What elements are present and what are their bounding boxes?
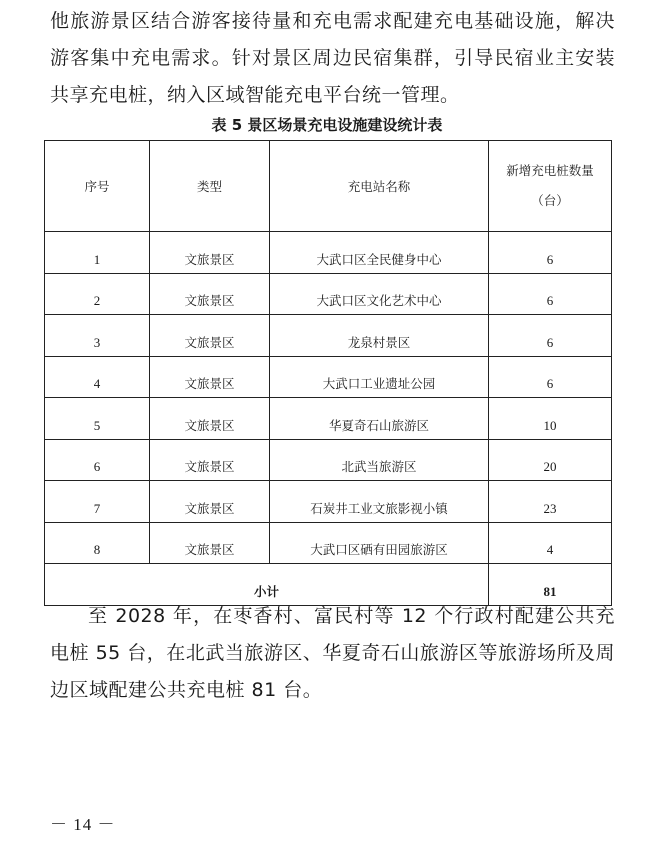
cell-type: 文旅景区 — [150, 439, 270, 481]
cell-type: 文旅景区 — [150, 522, 270, 564]
header-qty-line2: （台） — [531, 193, 569, 208]
closing-paragraph: 至 2028 年，在枣香村、富民村等 12 个行政村配建公共充电桩 55 台，在北武当旅游区、华夏奇石山旅游区等旅游场所及周边区域配建公共充电桩 81 台。 — [50, 605, 615, 701]
table-row — [45, 315, 612, 357]
cell-station: 大武口区文化艺术中心 — [270, 273, 489, 315]
cell-station: 华夏奇石山旅游区 — [270, 398, 489, 440]
table-row — [45, 273, 612, 315]
table-row — [45, 522, 612, 564]
cell-type: 文旅景区 — [150, 232, 270, 274]
cell-seq: 5 — [45, 398, 150, 440]
cell-qty: 10 — [489, 398, 612, 440]
cell-station: 大武口区硒有田园旅游区 — [270, 522, 489, 564]
cell-station: 龙泉村景区 — [270, 315, 489, 357]
table-row — [45, 232, 612, 274]
cell-type: 文旅景区 — [150, 356, 270, 398]
intro-paragraph: 他旅游景区结合游客接待量和充电需求配建充电基础设施，解决游客集中充电需求。针对景区周边民宿集群，引导民宿业主安装共享充电桩，纳入区域智能充电平台统一管理。 — [50, 10, 615, 106]
cell-qty: 20 — [489, 439, 612, 481]
cell-station: 北武当旅游区 — [270, 439, 489, 481]
cell-type: 文旅景区 — [150, 398, 270, 440]
subtotal-label: 小计 — [45, 564, 489, 606]
cell-qty: 6 — [489, 273, 612, 315]
header-station: 充电站名称 — [270, 141, 489, 232]
cell-type: 文旅景区 — [150, 481, 270, 523]
cell-qty: 6 — [489, 356, 612, 398]
cell-station: 大武口区全民健身中心 — [270, 232, 489, 274]
cell-type: 文旅景区 — [150, 315, 270, 357]
cell-seq: 1 — [45, 232, 150, 274]
cell-seq: 2 — [45, 273, 150, 315]
header-seq: 序号 — [45, 141, 150, 232]
table-row — [45, 398, 612, 440]
cell-qty: 23 — [489, 481, 612, 523]
cell-seq: 7 — [45, 481, 150, 523]
charging-stats-table — [44, 140, 612, 606]
cell-station: 大武口工业遗址公园 — [270, 356, 489, 398]
table-header-row — [45, 141, 612, 232]
table-row — [45, 481, 612, 523]
cell-station: 石炭井工业文旅影视小镇 — [270, 481, 489, 523]
header-type: 类型 — [150, 141, 270, 232]
cell-seq: 6 — [45, 439, 150, 481]
cell-qty: 6 — [489, 232, 612, 274]
cell-seq: 3 — [45, 315, 150, 357]
header-qty-line1: 新增充电桩数量 — [506, 163, 594, 178]
cell-qty: 4 — [489, 522, 612, 564]
cell-seq: 8 — [45, 522, 150, 564]
table-title: 表 5 景区场景充电设施建设统计表 — [211, 116, 443, 134]
cell-type: 文旅景区 — [150, 273, 270, 315]
header-qty — [489, 141, 612, 232]
table-row — [45, 356, 612, 398]
cell-seq: 4 — [45, 356, 150, 398]
table-row — [45, 439, 612, 481]
subtotal-value: 81 — [489, 564, 612, 606]
cell-qty: 6 — [489, 315, 612, 357]
page-number: － 14 － — [50, 815, 116, 834]
